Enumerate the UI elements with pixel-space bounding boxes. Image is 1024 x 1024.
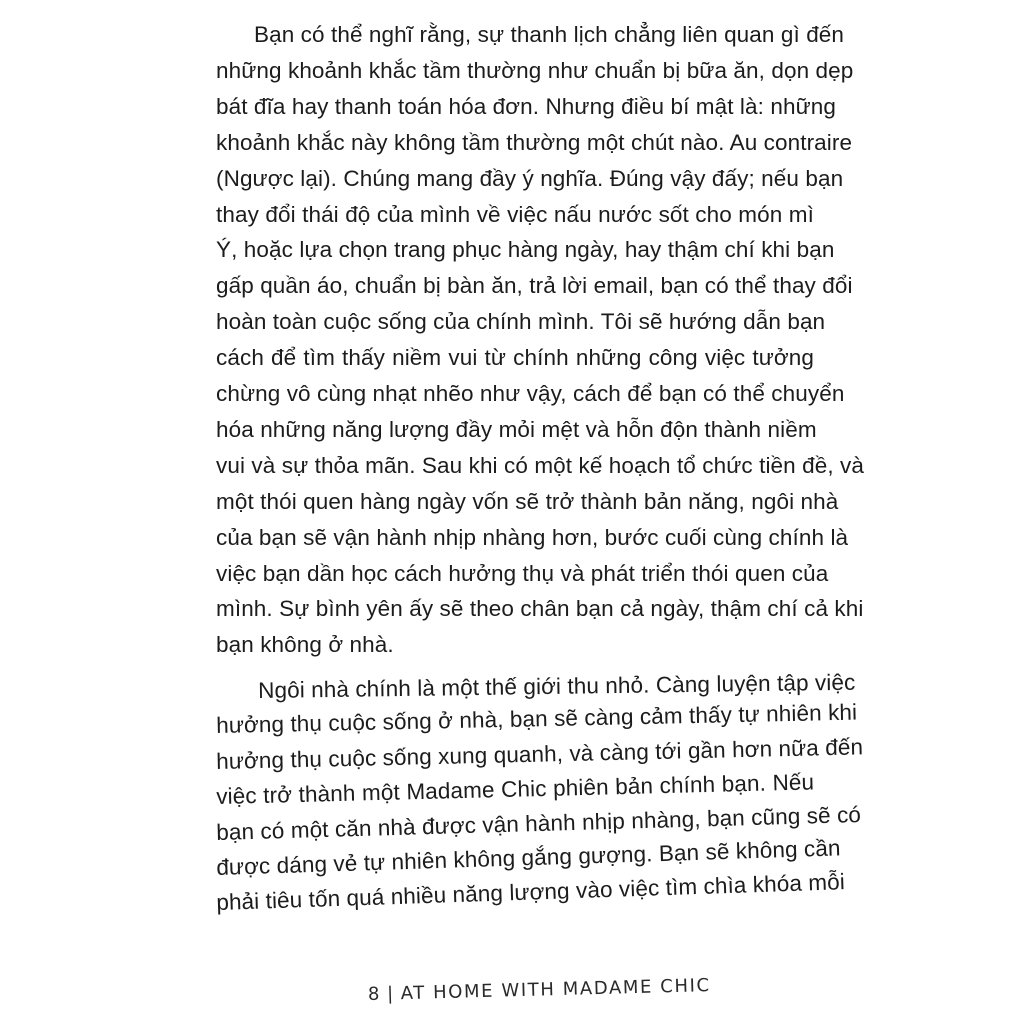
text-line: Ý, hoặc lựa chọn trang phục hàng ngày, hay thậm chí khi bạn: [216, 237, 835, 263]
text-line: (Ngược lại). Chúng mang đầy ý nghĩa. Đúng vậy đấy; nếu bạn: [216, 165, 844, 191]
text-line: mình. Sự bình yên ấy sẽ theo chân bạn cả ngày, thậm chí cả khi: [216, 596, 864, 622]
paragraph-2: [215, 669, 864, 928]
text-line: hoàn toàn cuộc sống của chính mình. Tôi sẽ hướng dẫn bạn: [216, 309, 826, 335]
text-line: được dáng vẻ tự nhiên không gắng gượng. Bạn sẽ không cần: [215, 835, 841, 880]
text-line: Ngôi nhà chính là một thế giới thu nhỏ. Càng luyện tập việc: [257, 669, 856, 703]
text-line: hưởng thụ cuộc sống xung quanh, và càng tới gần hơn nữa đến: [215, 734, 864, 774]
text-line: chừng vô cùng nhạt nhẽo như vậy, cách để bạn có thể chuyển: [216, 381, 845, 406]
text-line: gấp quần áo, chuẩn bị bàn ăn, trả lời email, bạn có thể thay đổi: [216, 273, 853, 299]
text-line: hóa những năng lượng đầy mỏi mệt và hỗn độn thành niềm: [216, 416, 817, 442]
text-line: phải tiêu tốn quá nhiều năng lượng vào việc tìm chìa khóa mỗi: [215, 869, 846, 916]
text-line: vui và sự thỏa mãn. Sau khi có một kế hoạch tổ chức tiền đề, và: [216, 452, 865, 478]
text-line: bạn không ở nhà.: [216, 632, 394, 658]
text-line: thay đổi thái độ của mình về việc nấu nước sốt cho món mì: [216, 201, 814, 227]
running-title: AT HOME WITH MADAME CHIC: [400, 975, 711, 1005]
text-line: một thói quen hàng ngày vốn sẽ trở thành bản năng, ngôi nhà: [216, 488, 839, 514]
page-number: 8: [367, 983, 382, 1005]
text-line: cách để tìm thấy niềm vui từ chính những công việc tưởng: [216, 345, 814, 371]
text-line: Bạn có thể nghĩ rằng, sự thanh lịch chẳng liên quan gì đến: [254, 22, 845, 47]
text-line: việc bạn dần học cách hưởng thụ và phát triển thói quen của: [216, 560, 829, 586]
text-line: bát đĩa hay thanh toán hóa đơn. Nhưng điều bí mật là: những: [216, 93, 836, 119]
footer-separator: |: [386, 983, 396, 1005]
paragraph-1: [216, 22, 865, 671]
text-line: bạn có một căn nhà được vận hành nhịp nhàng, bạn cũng sẽ có: [215, 801, 862, 845]
text-line: hưởng thụ cuộc sống ở nhà, bạn sẽ càng cảm thấy tự nhiên khi: [215, 699, 858, 739]
text-line: việc trở thành một Madame Chic phiên bản chính bạn. Nếu: [215, 769, 815, 810]
text-line: khoảnh khắc này không tầm thường một chút nào. Au contraire: [216, 129, 853, 155]
text-line: của bạn sẽ vận hành nhịp nhàng hơn, bước cuối cùng chính là: [216, 524, 849, 550]
page-footer: [368, 975, 711, 1005]
text-line: những khoảnh khắc tầm thường như chuẩn bị bữa ăn, dọn dẹp: [216, 57, 854, 83]
